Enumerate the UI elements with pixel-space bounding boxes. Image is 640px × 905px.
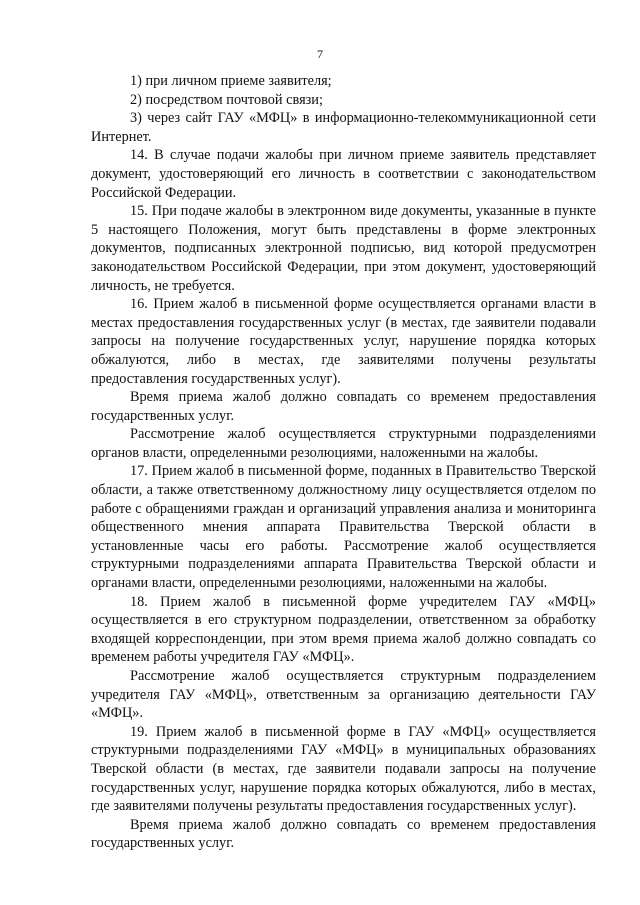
paragraph-16-reception-time: Время приема жалоб должно совпадать со временем предоставления государственных услуг. xyxy=(91,389,596,424)
paragraph-15: 15. При подаче жалобы в электронном виде документы, указанные в пункте 5 настоящего Положения, могут быть представлены в форме электронных документов, подписанных электронной подписью, вид которой предусмотрен законодательством Российской Федерации, при этом документ, удостоверяющий личность, не требуется. xyxy=(91,203,596,294)
list-item-personal-reception: 1) при личном приеме заявителя; xyxy=(130,73,332,89)
document-body xyxy=(91,72,596,853)
paragraph-19: 19. Прием жалоб в письменной форме в ГАУ «МФЦ» осуществляется структурными подразделениями ГАУ «МФЦ» в муниципальных образованиях Тверской области (в местах, где заявители подавали запросы на получение государственных услуг, нарушение порядка которых обжалуются, либо в местах, где заявителями получены результаты предоставления государственных услуг). xyxy=(91,723,596,815)
paragraph-14: 14. В случае подачи жалобы при личном приеме заявитель представляет документ, удостоверяющий его личность в соответствии с законодательством Российской Федерации. xyxy=(91,147,596,201)
paragraph-16-review: Рассмотрение жалоб осуществляется структурными подразделениями органов власти, определенными резолюциями, наложенными на жалобы. xyxy=(91,426,596,461)
paragraph-17: 17. Прием жалоб в письменной форме, поданных в Правительство Тверской области, а также ответственному должностному лицу осуществляется отделом по работе с обращениями граждан и организаций управления анализа и мониторинга общественного мнения аппарата Правительства Тверской области в установленные часы его работы. Рассмотрение жалоб осуществляется структурными подразделениями аппарата Правительства Тверской области и органами власти, определенными резолюциями, наложенными на жалобы. xyxy=(91,463,596,592)
paragraph-19-reception-time: Время приема жалоб должно совпадать со временем предоставления государственных услуг. xyxy=(91,816,596,852)
paragraph-16: 16. Прием жалоб в письменной форме осуществляется органами власти в местах предоставления государственных услуг (в местах, где заявители подавали запросы на получение государственных услуг, нарушение порядка которых обжалуются, либо в местах, где заявителями получены результаты предоставления государственных услуг). xyxy=(91,296,596,387)
list-item-postal: 2) посредством почтовой связи; xyxy=(130,91,323,108)
page-number: 7 xyxy=(317,47,323,61)
list-item-website: 3) через сайт ГАУ «МФЦ» в информационно-телекоммуникационной сети Интернет. xyxy=(91,110,596,145)
paragraph-18-review: Рассмотрение жалоб осуществляется структурным подразделением учредителя ГАУ «МФЦ», ответственным за организацию деятельности ГАУ «МФЦ». xyxy=(91,668,596,722)
paragraph-18: 18. Прием жалоб в письменной форме учредителем ГАУ «МФЦ» осуществляется в его структурном подразделении, ответственном за обработку входящей корреспонденции, при этом время приема жалоб должно совпадать со временем работы учредителя ГАУ «МФЦ». xyxy=(91,593,596,666)
